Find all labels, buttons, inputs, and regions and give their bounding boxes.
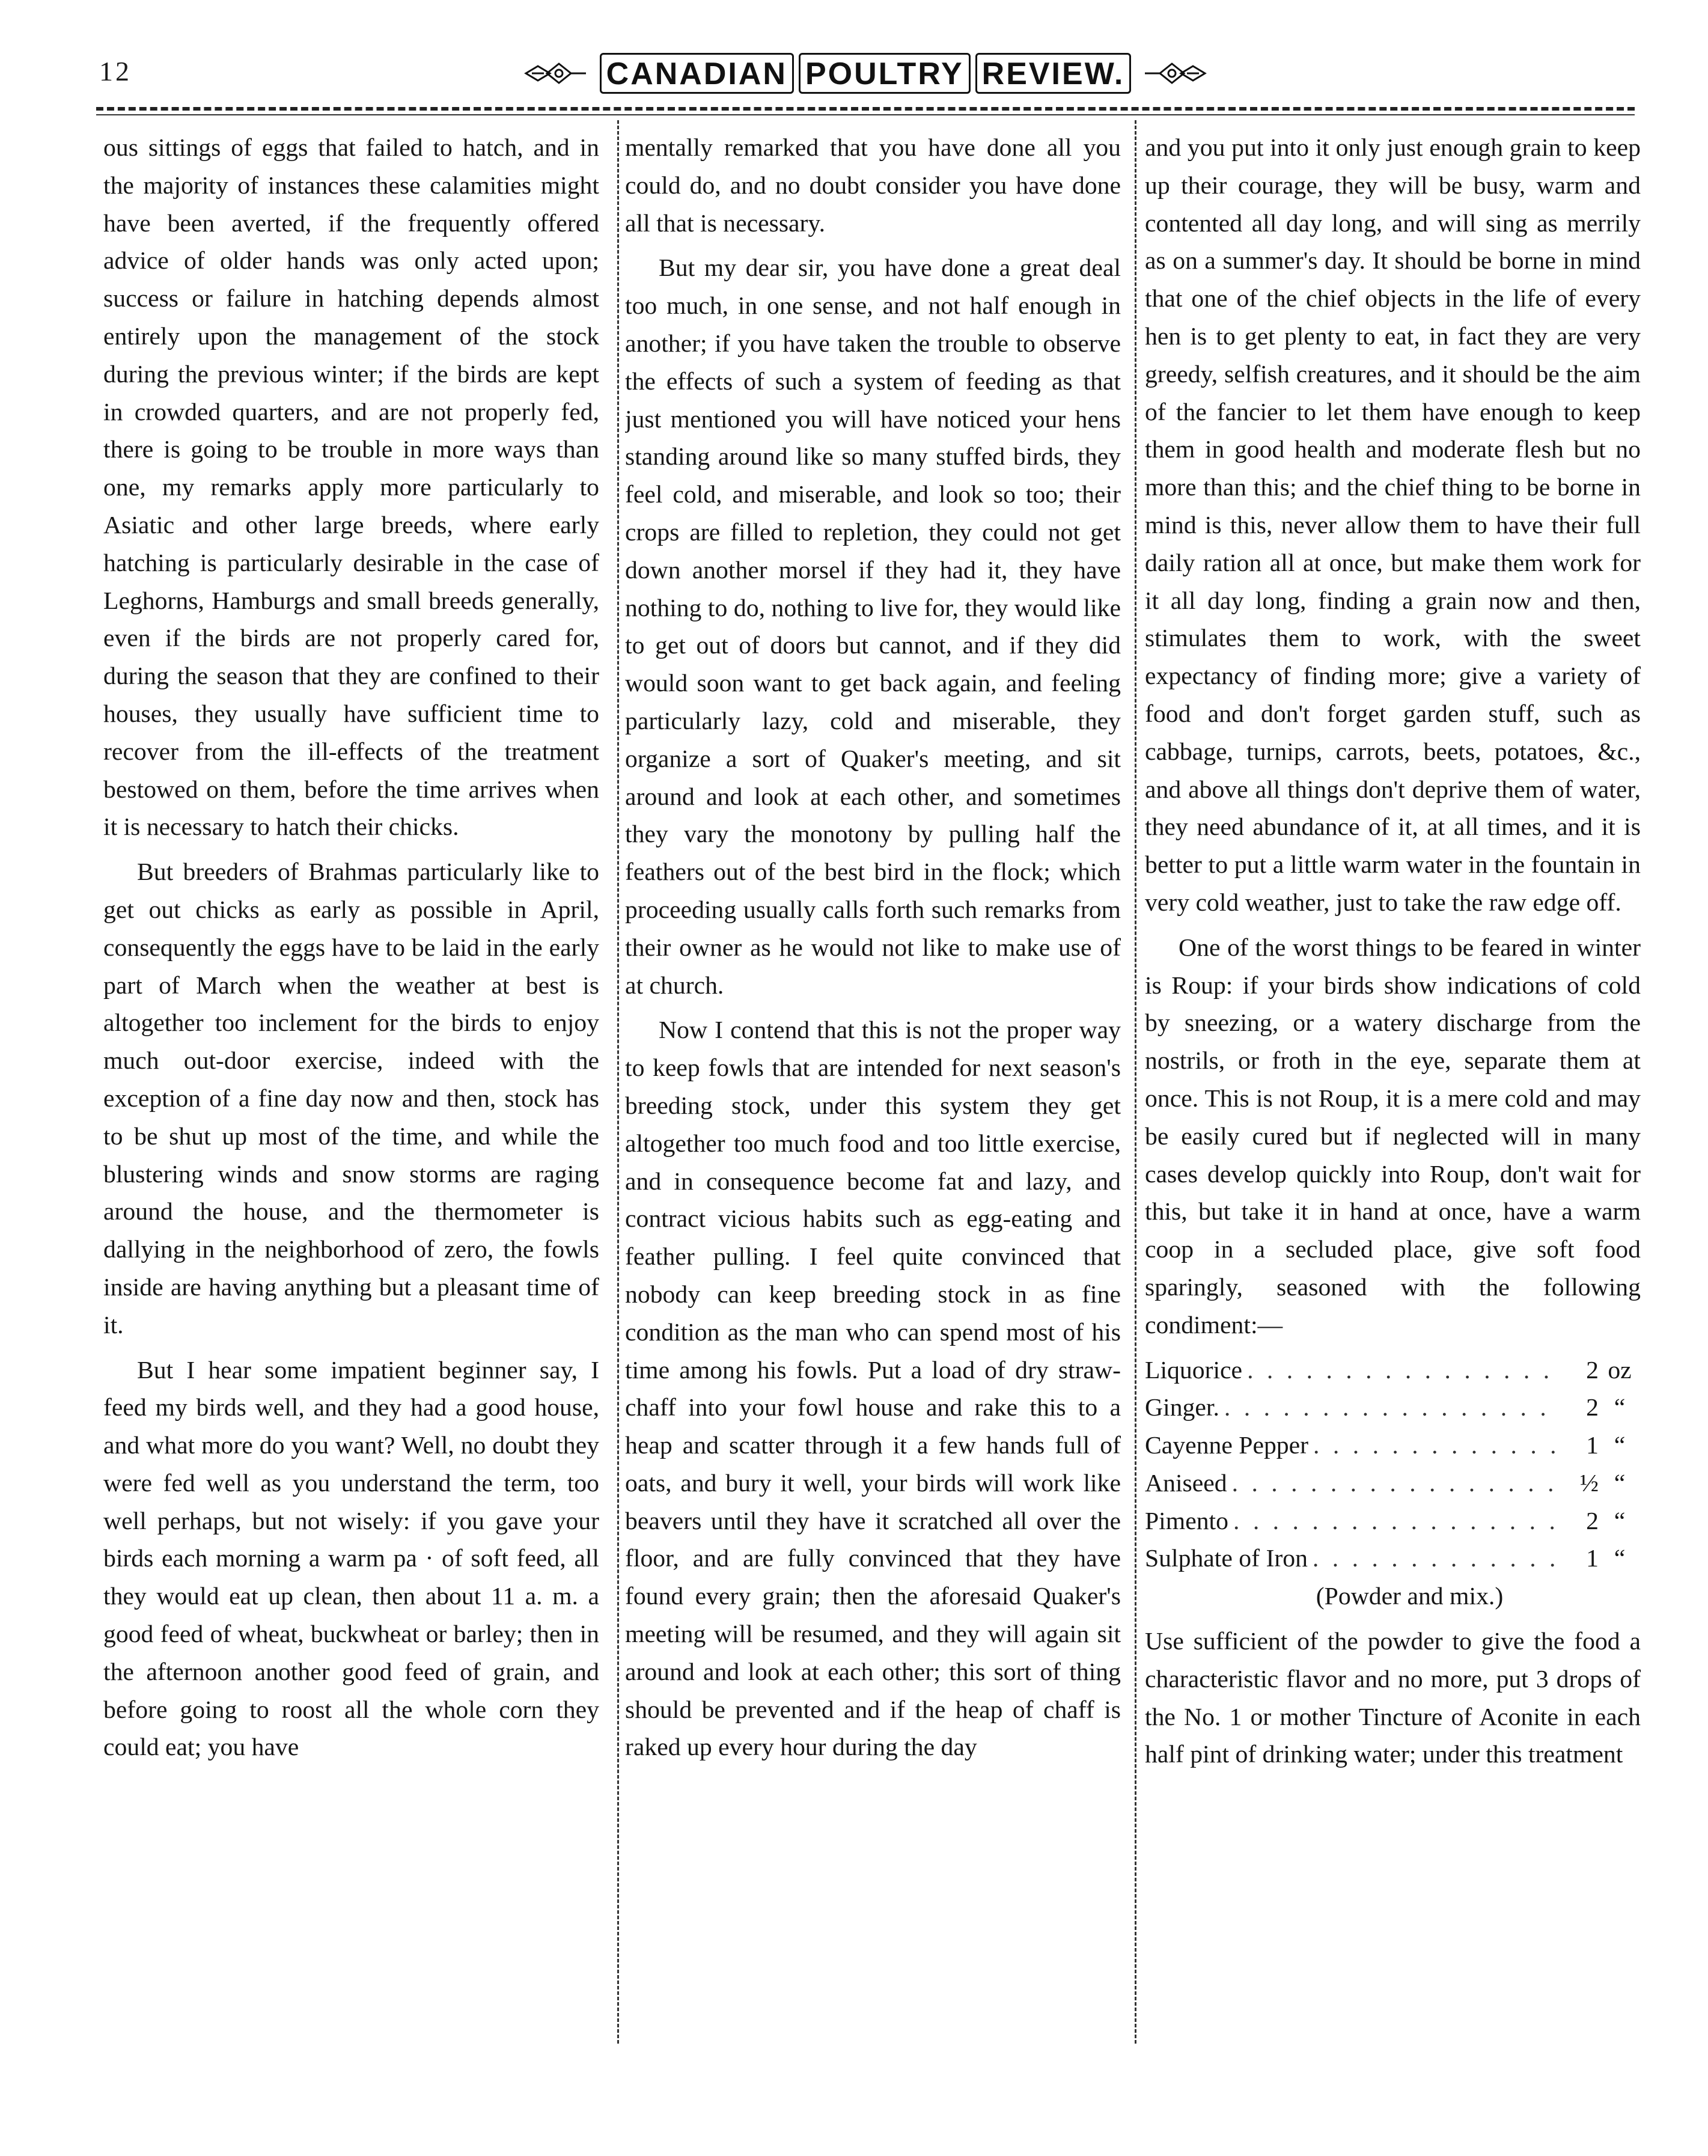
paragraph: Use sufficient of the powder to give the food a characteristic flavor and no more, put 3 drops of the No. 1 or mother Tincture of Aconite in each half pint of drinking water; under this treatment [1145, 1628, 1641, 1769]
recipe-unit: “ [1614, 1507, 1626, 1535]
recipe-quantity: 1 [1586, 1545, 1599, 1573]
left-ornament-icon [523, 55, 589, 91]
recipe-item [1145, 1427, 1641, 1465]
column-3 [1145, 129, 1641, 2053]
paragraph: One of the worst things to be feared in winter is Roup: if your birds show indications of cold by sneezing, or a watery discharge from the nostrils, or froth in the eye, separate them at once. This is not Roup, it is a mere cold and may be easily cured but if neglected will in many cases develop quickly into Roup, don't wait for this, but take it in hand at once, have a warm coop in a secluded place, give soft food sparingly, seasoned with the following condiment:— [1145, 933, 1641, 1339]
paragraph: mentally remarked that you have done all you could do, and no doubt consider you have done all that is necessary. [625, 134, 1121, 237]
header-rule [96, 114, 1635, 115]
masthead-word-canadian: CANADIAN [600, 53, 794, 94]
recipe-ingredient: Aniseed [1145, 1469, 1227, 1497]
recipe-unit: “ [1614, 1545, 1626, 1573]
page-number: 12 [99, 56, 132, 87]
recipe-quantity: ½ [1579, 1469, 1599, 1497]
masthead-word-review: REVIEW. [975, 53, 1132, 94]
column-1 [103, 129, 599, 2053]
paragraph: But I hear some impatient beginner say, I feed my birds well, and they had a good house, and what more do you want? Well, no doubt they were fed well as you understand the term, too well perhaps, but not wisely: if you gave your birds each morning a warm pa · of soft feed, all they would eat up clean, then about 11 a. m. a good feed of wheat, buckwheat or barley; then in the afternoon another good feed of grain, and before going to roost all the whole corn they could eat; you have [103, 1356, 599, 1762]
masthead-title [589, 53, 1142, 94]
recipe-unit: “ [1614, 1469, 1626, 1497]
recipe-quantity: 2 [1586, 1356, 1599, 1384]
paragraph: Now I contend that this is not the proper way to keep fowls that are intended for next season's breeding stock, under this system they get altogether too much food and too little exercise, and in consequence become fat and lazy, and contract vicious habits such as egg-eating and feather pulling. I feel quite convinced that nobody can keep breeding stock in as fine condition as the man who can spend most of his time among his fowls. Put a load of dry straw-chaff into your fowl house and rake this to a heap and scatter through it a few hands full of oats, and bury it well, your birds will work like beavers until they have it scratched all over the floor, and are fully convinced that they have found every grain; then the aforesaid Quaker's meeting will be resumed, and they will again sit around and look at each other; this sort of thing should be prevented and if the heap of chaff is raked up every hour during the day [625, 1016, 1121, 1762]
recipe-item [1145, 1389, 1641, 1427]
recipe-item [1145, 1465, 1641, 1503]
column-2 [625, 129, 1121, 2053]
recipe-item [1145, 1540, 1641, 1578]
recipe-ingredient: Liquorice [1145, 1356, 1243, 1384]
recipe-quantity: 2 [1586, 1394, 1599, 1422]
column-divider [617, 120, 619, 2044]
header-dashed-rule [96, 107, 1635, 111]
paragraph: But breeders of Brahmas particularly like to get out chicks as early as possible in April, consequently the eggs have to be laid in the early part of March when the weather at best is altogether too inclement for the birds to enjoy much out-door exercise, indeed with the exception of a fine day now and then, stock has to be shut up most of the time, and while the blustering winds and snow storms are raging around the house, and the thermometer is dallying in the neighborhood of zero, the fowls inside are having anything but a pleasant time of it. [103, 858, 599, 1339]
recipe-item [1145, 1352, 1641, 1390]
recipe-ingredient: Sulphate of Iron [1145, 1545, 1308, 1573]
recipe-ingredient: Pimento [1145, 1507, 1228, 1535]
paragraph: ous sittings of eggs that failed to hatch, and in the majority of instances these calamities might have been averted, if the frequently offered advice of older hands was only acted upon; success or failure in hatching depends almost entirely upon the management of the stock during the previous winter; if the birds are kept in crowded quarters, and are not properly fed, there is going to be trouble in more ways than one, my remarks apply more particularly to Asiatic and other large breeds, where early hatching is particularly desirable in the case of Leghorns, Hamburgs and small breeds generally, even if the birds are not properly cared for, during the season that they are confined to their houses, they usually have sufficient time to recover from the ill-effects of the treatment bestowed on them, before the time arrives when it is necessary to hatch their chicks. [103, 134, 599, 841]
recipe-ingredient: Cayenne Pepper [1145, 1432, 1309, 1460]
recipe-list [1145, 1352, 1641, 1578]
recipe-quantity: 2 [1586, 1507, 1599, 1535]
column-divider [1135, 120, 1136, 2044]
paragraph: But my dear sir, you have done a great deal too much, in one sense, and not half enough in another; if you have taken the trouble to observe the effects of such a system of feeding as that just mentioned you will have noticed your hens standing around like so many stuffed birds, they feel cold, and miserable, and look so too; their crops are filled to repletion, they could not get down another morsel if they had it, they have nothing to do, nothing to live for, they would like to get out of doors but cannot, and if they did would soon want to get back again, and feeling particularly lazy, cold and miserable, they organize a sort of Quaker's meeting, and sit around and look at each other, and sometimes they vary the monotony by pulling half the feathers out of the best bird in the flock; which proceeding usually calls forth such remarks from their owner as he would not like to make use of at church. [625, 254, 1121, 1000]
recipe-unit: oz [1608, 1356, 1632, 1384]
masthead-word-poultry: POULTRY [799, 53, 971, 94]
recipe-quantity: 1 [1586, 1432, 1599, 1460]
recipe-ingredient: Ginger. [1145, 1394, 1219, 1422]
recipe-note: (Powder and mix.) [1316, 1583, 1504, 1611]
recipe-item [1145, 1503, 1641, 1541]
paragraph: and you put into it only just enough grain to keep up their courage, they will be busy, warm and contented all day long, and will sing as merrily as on a summer's day. It should be borne in mind that one of the chief objects in the life of every hen is to get plenty to eat, in fact they are very greedy, selfish creatures, and it should be the aim of the fancier to let them have enough to keep them in good health and moderate flesh but no more than this; and the chief thing to be borne in mind is this, never allow them to have their full daily ration all at once, but make them work for it all day long, finding a grain now and then, stimulates them to work, with the sweet expectancy of finding more; give a variety of food and don't forget garden stuff, such as cabbage, turnips, carrots, beets, potatoes, &c., and above all things don't deprive them of water, they need abundance of it, at all times, and it is better to put a little warm water in the fountain in very cold weather, just to take the raw edge off. [1145, 134, 1641, 917]
recipe-unit: “ [1614, 1432, 1626, 1460]
masthead [577, 37, 1154, 109]
recipe-unit: “ [1614, 1394, 1626, 1422]
right-ornament-icon [1142, 55, 1208, 91]
